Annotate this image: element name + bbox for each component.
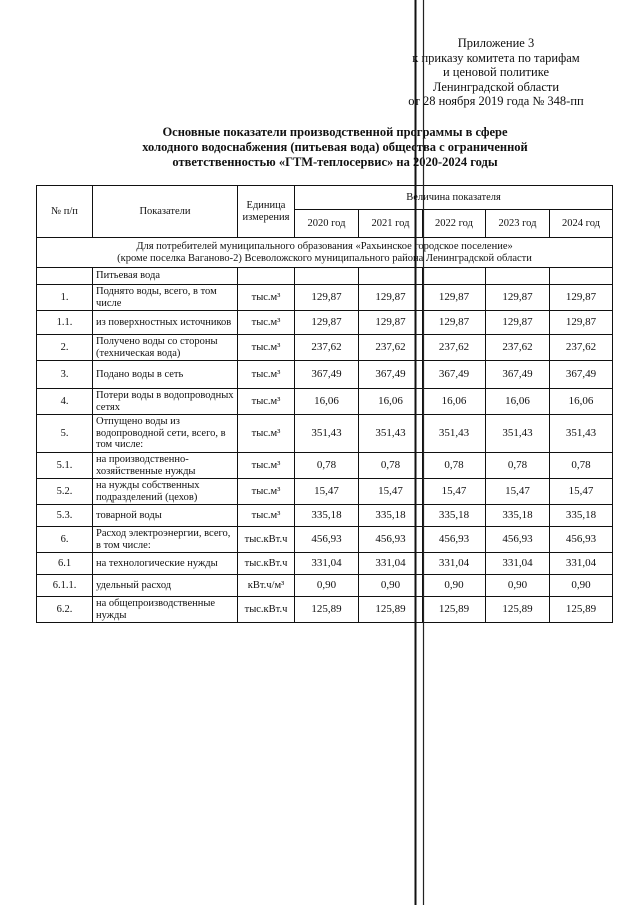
row-value: 331,04: [359, 553, 423, 575]
row-value: 331,04: [486, 553, 550, 575]
row-value: 367,49: [423, 361, 486, 389]
header-year: 2022 год: [423, 210, 486, 238]
row-value: 237,62: [486, 335, 550, 361]
header-year: 2021 год: [359, 210, 423, 238]
row-value: 16,06: [295, 389, 359, 415]
row-unit: тыс.м³: [238, 311, 295, 335]
row-value: 125,89: [295, 597, 359, 623]
row-value: 335,18: [486, 505, 550, 527]
row-value: 331,04: [295, 553, 359, 575]
title-line: холодного водоснабжения (питьевая вода) общества с ограниченной: [142, 139, 528, 154]
row-value: 129,87: [550, 285, 613, 311]
row-value: 0,90: [550, 575, 613, 597]
row-value: 0,90: [295, 575, 359, 597]
row-value: 331,04: [423, 553, 486, 575]
row-unit: тыс.кВт.ч: [238, 527, 295, 553]
row-unit: тыс.кВт.ч: [238, 597, 295, 623]
row-num: 3.: [37, 361, 93, 389]
row-unit: кВт.ч/м³: [238, 575, 295, 597]
header-year: 2024 год: [550, 210, 613, 238]
row-value: 456,93: [423, 527, 486, 553]
row-indicator: товарной воды: [93, 505, 238, 527]
row-value: 16,06: [550, 389, 613, 415]
row-unit: тыс.м³: [238, 505, 295, 527]
row-indicator: из поверхностных источников: [93, 311, 238, 335]
header-indicator: Показатели: [93, 186, 238, 238]
row-value: 129,87: [486, 285, 550, 311]
row-value: 0,90: [486, 575, 550, 597]
row-value: 16,06: [486, 389, 550, 415]
row-num: 5.1.: [37, 453, 93, 479]
header-value-group: Величина показателя: [295, 186, 613, 210]
row-value: 16,06: [359, 389, 423, 415]
row-unit: тыс.м³: [238, 389, 295, 415]
row-value: 367,49: [550, 361, 613, 389]
row-unit: тыс.м³: [238, 415, 295, 453]
row-value: 335,18: [295, 505, 359, 527]
row-indicator: Получено воды со стороны (техническая вода): [93, 335, 238, 361]
row-indicator: Расход электроэнергии, всего, в том числе:: [93, 527, 238, 553]
row-value: 129,87: [295, 285, 359, 311]
row-num: 1.1.: [37, 311, 93, 335]
appendix-line: Приложение 3: [457, 36, 535, 50]
header-year: 2023 год: [486, 210, 550, 238]
row-unit: тыс.м³: [238, 361, 295, 389]
row-value: 456,93: [359, 527, 423, 553]
row-value: 0,90: [359, 575, 423, 597]
row-num: 6.: [37, 527, 93, 553]
row-value: 237,62: [359, 335, 423, 361]
row-indicator: Отпущено воды из водопроводной сети, всего, в том числе:: [93, 415, 238, 453]
row-value: 129,87: [486, 311, 550, 335]
row-value: 335,18: [550, 505, 613, 527]
row-unit: тыс.кВт.ч: [238, 553, 295, 575]
row-value: 367,49: [359, 361, 423, 389]
row-value: 125,89: [486, 597, 550, 623]
row-value: 0,78: [295, 453, 359, 479]
appendix-line: и ценовой политике: [442, 65, 550, 80]
row-value: 335,18: [423, 505, 486, 527]
row-num: 6.1: [37, 553, 93, 575]
row-value: 129,87: [295, 311, 359, 335]
row-value: 331,04: [550, 553, 613, 575]
row-value: 456,93: [486, 527, 550, 553]
row-indicator: Поднято воды, всего, в том числе: [93, 285, 238, 311]
row-indicator: на нужды собственных подразделений (цехов): [93, 479, 238, 505]
row-num: 1.: [37, 285, 93, 311]
row-value: 351,43: [295, 415, 359, 453]
row-value: 0,78: [423, 453, 486, 479]
row-value: 129,87: [550, 311, 613, 335]
row-value: 367,49: [295, 361, 359, 389]
appendix-line: от 28 ноября 2019 года № 348-пп: [408, 94, 584, 109]
row-value: 456,93: [295, 527, 359, 553]
row-value: 129,87: [423, 285, 486, 311]
header-year: 2020 год: [295, 210, 359, 238]
row-value: 125,89: [423, 597, 486, 623]
row-value: 351,43: [486, 415, 550, 453]
row-unit: тыс.м³: [238, 285, 295, 311]
title-line: Основные показатели производственной программы в сфере: [162, 125, 508, 139]
row-value: 0,78: [486, 453, 550, 479]
subsection-label: Питьевая вода: [93, 268, 238, 285]
row-value: 125,89: [550, 597, 613, 623]
row-num: 5.3.: [37, 505, 93, 527]
row-unit: тыс.м³: [238, 479, 295, 505]
row-value: 0,78: [359, 453, 423, 479]
row-value: 351,43: [359, 415, 423, 453]
row-value: 15,47: [486, 479, 550, 505]
row-value: 351,43: [550, 415, 613, 453]
row-value: 15,47: [550, 479, 613, 505]
row-value: 125,89: [359, 597, 423, 623]
row-unit: тыс.м³: [238, 335, 295, 361]
row-num: 4.: [37, 389, 93, 415]
row-num: 2.: [37, 335, 93, 361]
row-num: 5.: [37, 415, 93, 453]
row-value: 16,06: [423, 389, 486, 415]
row-value: 15,47: [359, 479, 423, 505]
row-value: 351,43: [423, 415, 486, 453]
row-indicator: Подано воды в сеть: [93, 361, 238, 389]
section-title-line: (кроме поселка Ваганово-2) Всеволожского муниципального района Ленинградской области: [117, 252, 532, 264]
section-title-line: Для потребителей муниципального образования «Рахьинское городское поселение»: [136, 241, 513, 252]
row-value: 335,18: [359, 505, 423, 527]
row-value: 129,87: [423, 311, 486, 335]
row-value: 237,62: [423, 335, 486, 361]
row-num: 6.2.: [37, 597, 93, 623]
row-value: 237,62: [295, 335, 359, 361]
row-indicator: удельный расход: [93, 575, 238, 597]
appendix-line: к приказу комитета по тарифам: [412, 50, 580, 65]
row-num: 5.2.: [37, 479, 93, 505]
row-indicator: на технологические нужды: [93, 553, 238, 575]
row-value: 129,87: [359, 285, 423, 311]
row-num: 6.1.1.: [37, 575, 93, 597]
row-value: 129,87: [359, 311, 423, 335]
row-indicator: на производственно-хозяйственные нужды: [93, 453, 238, 479]
row-value: 367,49: [486, 361, 550, 389]
header-num: № п/п: [37, 186, 93, 238]
row-value: 15,47: [423, 479, 486, 505]
row-value: 237,62: [550, 335, 613, 361]
row-value: 456,93: [550, 527, 613, 553]
appendix-line: Ленинградской области: [432, 79, 560, 94]
row-indicator: на общепроизводственные нужды: [93, 597, 238, 623]
row-indicator: Потери воды в водопроводных сетях: [93, 389, 238, 415]
header-unit: Единица измерения: [238, 186, 295, 238]
row-value: 0,78: [550, 453, 613, 479]
row-value: 15,47: [295, 479, 359, 505]
row-value: 0,90: [423, 575, 486, 597]
title-line: ответственностью «ГТМ-теплосервис» на 2020-2024 годы: [172, 154, 498, 169]
row-unit: тыс.м³: [238, 453, 295, 479]
